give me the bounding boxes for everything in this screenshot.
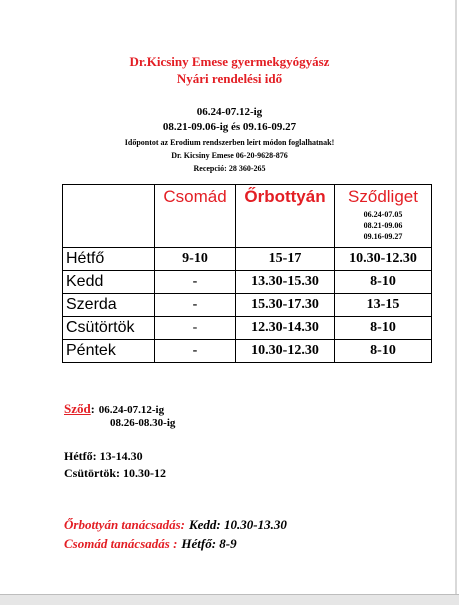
orbottyan-cell: 15-17 bbox=[236, 248, 335, 271]
szod-date-2: 08.26-08.30-ig bbox=[110, 417, 176, 429]
table-row bbox=[63, 248, 432, 271]
period-dates-2: 08.21-09.06-ig és 09.16-09.27 bbox=[162, 121, 297, 133]
szodliget-cell: 13-15 bbox=[335, 294, 432, 317]
header-empty-cell bbox=[63, 185, 155, 248]
doctor-phone: Dr. Kicsiny Emese 06-20-9628-876 bbox=[171, 151, 288, 160]
page-edge-bottom bbox=[0, 594, 459, 605]
csomad-cell: - bbox=[155, 294, 236, 317]
day-cell: Csütörtök bbox=[63, 317, 155, 340]
table-row bbox=[63, 340, 432, 363]
table-header-row bbox=[63, 185, 432, 248]
schedule-subtitle: Nyári rendelési idő bbox=[176, 71, 283, 86]
schedule-table bbox=[62, 184, 432, 363]
orbottyan-consult-value: Kedd: 10.30-13.30 bbox=[188, 517, 287, 532]
szod-date-1: 06.24-07.12-ig bbox=[98, 404, 165, 416]
day-cell: Kedd bbox=[63, 271, 155, 294]
header-csomad: Csomád bbox=[155, 185, 236, 248]
szodliget-cell: 8-10 bbox=[335, 340, 432, 363]
booking-note: Időpontot az Erodium rendszerben leírt módon foglalhatnak! bbox=[124, 138, 335, 147]
csomad-cell: - bbox=[155, 340, 236, 363]
table-row bbox=[63, 294, 432, 317]
table-row bbox=[63, 317, 432, 340]
orbottyan-consult-label: Őrbottyán tanácsadás: bbox=[64, 517, 185, 532]
csomad-consult-label: Csomád tanácsadás : bbox=[64, 536, 178, 551]
szodliget-cell: 8-10 bbox=[335, 271, 432, 294]
csomad-cell: - bbox=[155, 317, 236, 340]
header-szodliget: Sződliget 06.24-07.05 08.21-09.06 09.16-09.27 bbox=[335, 185, 432, 248]
szod-title: Sződ bbox=[64, 401, 91, 416]
szod-monday: Hétfő: 13-14.30 bbox=[64, 449, 143, 463]
orbottyan-cell: 13.30-15.30 bbox=[236, 271, 335, 294]
reception-phone: Recepció: 28 360-265 bbox=[193, 164, 266, 173]
szodliget-cell: 10.30-12.30 bbox=[335, 248, 432, 271]
day-cell: Szerda bbox=[63, 294, 155, 317]
szodliget-cell: 8-10 bbox=[335, 317, 432, 340]
day-cell: Péntek bbox=[63, 340, 155, 363]
szodliget-dates: 06.24-07.05 08.21-09.06 09.16-09.27 bbox=[363, 210, 403, 241]
szod-thursday: Csütörtök: 10.30-12 bbox=[64, 466, 166, 480]
day-cell: Hétfő bbox=[63, 248, 155, 271]
orbottyan-consult bbox=[64, 516, 287, 534]
doctor-title: Dr.Kicsiny Emese gyermekgyógyász bbox=[129, 54, 330, 69]
csomad-cell: - bbox=[155, 271, 236, 294]
szod-section-header bbox=[64, 400, 164, 418]
szod-colon: : bbox=[90, 402, 95, 416]
csomad-consult bbox=[64, 535, 237, 553]
orbottyan-cell: 12.30-14.30 bbox=[236, 317, 335, 340]
csomad-cell: 9-10 bbox=[155, 248, 236, 271]
orbottyan-cell: 10.30-12.30 bbox=[236, 340, 335, 363]
period-dates-1: 06.24-07.12-ig bbox=[196, 106, 263, 118]
orbottyan-cell: 15.30-17.30 bbox=[236, 294, 335, 317]
header-orbottyan: Őrbottyán bbox=[236, 185, 335, 248]
table-row bbox=[63, 271, 432, 294]
csomad-consult-value: Hétfő: 8-9 bbox=[181, 536, 237, 551]
page-edge-right bbox=[455, 0, 457, 604]
